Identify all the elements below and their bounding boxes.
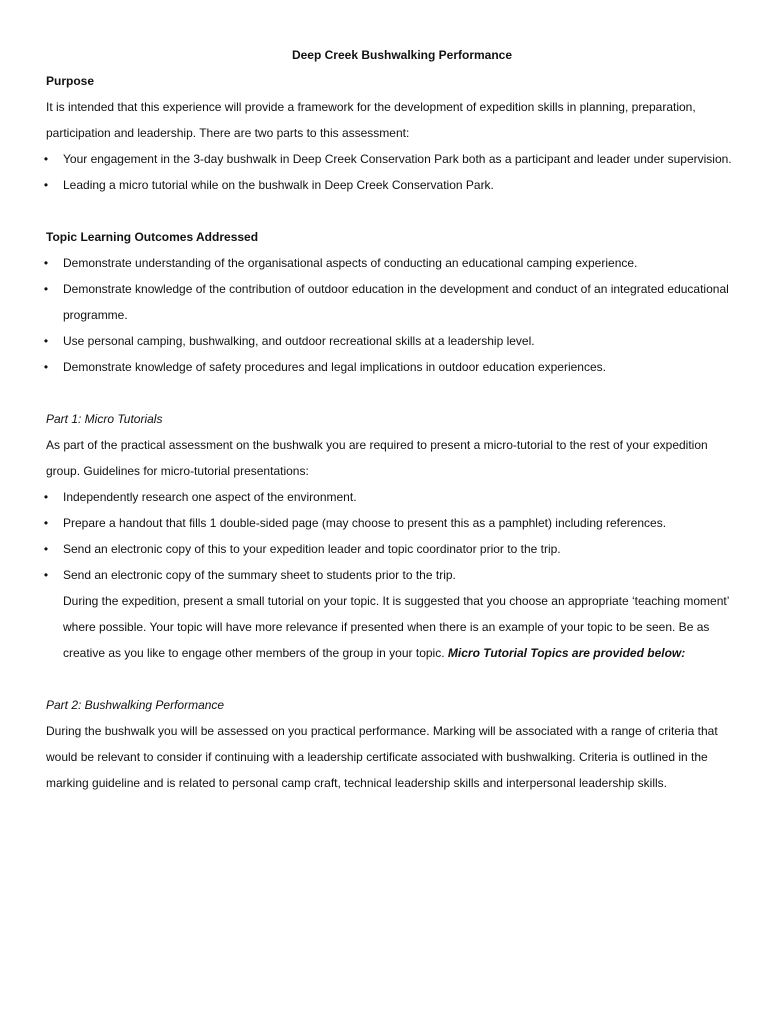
bullet-icon: • (43, 334, 49, 348)
list-item: • Demonstrate knowledge of safety procedures and legal implications in outdoor education experiences. (46, 354, 738, 380)
bullet-icon: • (43, 568, 49, 582)
bullet-icon: • (43, 178, 49, 192)
bullet-icon: • (43, 490, 49, 504)
list-item: • Demonstrate knowledge of the contribution of outdoor education in the development and conduct of an integrated educational programme. (46, 276, 738, 328)
list-item: • Use personal camping, bushwalking, and outdoor recreational skills at a leadership level. (46, 328, 738, 354)
part2-body: During the bushwalk you will be assessed on you practical performance. Marking will be associated with a range of criteria that would be relevant to consider if continuing with a leadership certificate associated with bushwalking. Criteria is outlined in the marking guideline and is related to personal camp craft, technical leadership skills and interpersonal leadership skills. (46, 724, 718, 790)
bullet-icon: • (43, 152, 49, 166)
list-item: • Send an electronic copy of this to your expedition leader and topic coordinator prior to the trip. (46, 536, 738, 562)
purpose-heading: Purpose (46, 74, 95, 88)
list-item: • Leading a micro tutorial while on the bushwalk in Deep Creek Conservation Park. (46, 172, 738, 198)
spacer (46, 666, 738, 692)
document-title: Deep Creek Bushwalking Performance (291, 48, 513, 62)
list-item: • Send an electronic copy of the summary sheet to students prior to the trip. (46, 562, 738, 588)
part1-intro: As part of the practical assessment on the bushwalk you are required to present a micro-tutorial to the rest of your expedition group. Guidelines for micro-tutorial presentations: (46, 438, 708, 478)
part1-closing: During the expedition, present a small tutorial on your topic. It is suggested that you choose an appropriate ‘teaching moment’ where possible. Your topic will have more relevance if presented when there is an example of your topic to be seen. Be as creative as you like to engage other members of the group in your topic. Micro Tutorial Topics are provided below: (63, 594, 729, 660)
list-item: • Your engagement in the 3-day bushwalk in Deep Creek Conservation Park both as a participant and leader under supervision. (46, 146, 738, 172)
part1-heading: Part 1: Micro Tutorials (46, 412, 163, 426)
bullet-icon: • (43, 256, 49, 270)
part1-list (43, 484, 738, 588)
purpose-intro: It is intended that this experience will provide a framework for the development of expedition skills in planning, preparation, participation and leadership. There are two parts to this assessment: (46, 100, 696, 140)
bullet-icon: • (43, 360, 49, 374)
part2-heading: Part 2: Bushwalking Performance (46, 698, 225, 712)
outcomes-list (43, 250, 738, 380)
list-item: • Independently research one aspect of the environment. (46, 484, 738, 510)
bullet-icon: • (43, 542, 49, 556)
purpose-list (43, 146, 738, 198)
part1-closing-emphasis: Micro Tutorial Topics are provided below: (447, 646, 686, 660)
list-item: • Demonstrate understanding of the organisational aspects of conducting an educational camping experience. (46, 250, 738, 276)
outcomes-heading: Topic Learning Outcomes Addressed (46, 230, 259, 244)
spacer (46, 198, 738, 224)
bullet-icon: • (43, 516, 49, 530)
bullet-icon: • (43, 282, 49, 296)
list-item: • Prepare a handout that fills 1 double-sided page (may choose to present this as a pamphlet) including references. (46, 510, 738, 536)
spacer (46, 380, 738, 406)
